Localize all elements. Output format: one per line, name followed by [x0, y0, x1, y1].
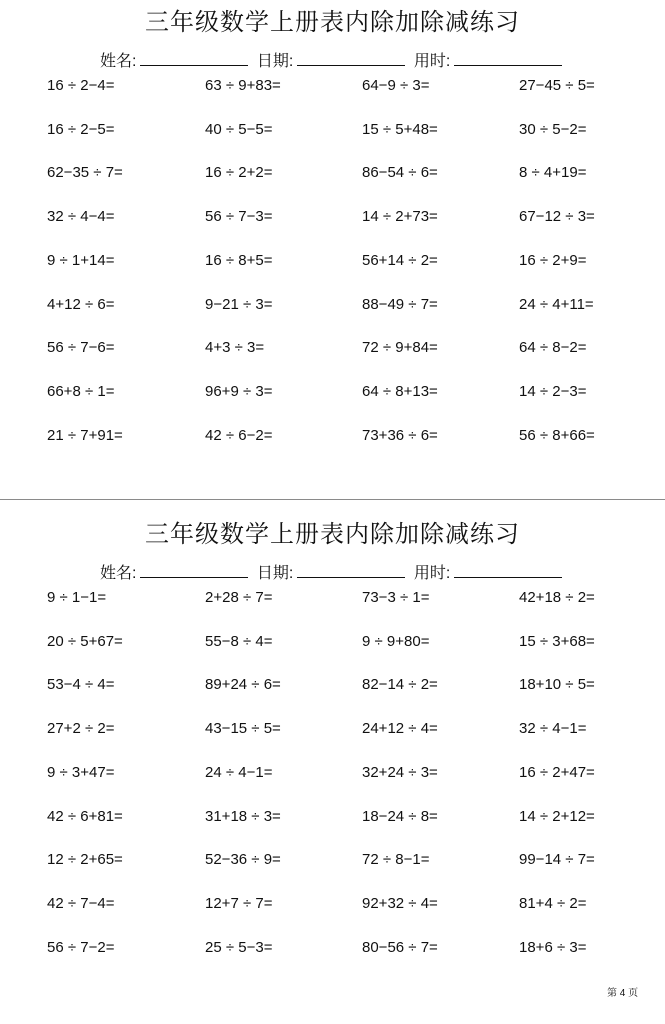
math-problem: 16 ÷ 2−5=: [47, 120, 115, 138]
math-problem: 9 ÷ 1−1=: [47, 589, 107, 606]
math-problem: 18+6 ÷ 3=: [519, 938, 587, 956]
math-problem: 56 ÷ 7−6=: [47, 339, 115, 357]
math-problem: 42+18 ÷ 2=: [519, 589, 595, 606]
math-problem: 18−24 ÷ 8=: [362, 807, 438, 825]
math-problem: 42 ÷ 6+81=: [47, 807, 123, 825]
date-blank[interactable]: [297, 563, 405, 578]
problem-row: [0, 426, 665, 446]
math-problem: 81+4 ÷ 2=: [519, 894, 587, 912]
problem-row: [0, 251, 665, 271]
math-problem: 2+28 ÷ 7=: [205, 589, 273, 606]
problem-row: [0, 120, 665, 140]
math-problem: 25 ÷ 5−3=: [205, 938, 273, 956]
math-problem: 12 ÷ 2+65=: [47, 851, 123, 869]
problem-row: [0, 588, 665, 608]
math-problem: 42 ÷ 6−2=: [205, 426, 273, 444]
name-blank[interactable]: [140, 563, 248, 578]
math-problem: 66+8 ÷ 1=: [47, 382, 115, 400]
page-divider: [0, 499, 665, 500]
math-problem: 64−9 ÷ 3=: [362, 77, 430, 94]
math-problem: 56 ÷ 8+66=: [519, 426, 595, 444]
student-info-row: [100, 563, 566, 584]
math-problem: 24 ÷ 4−1=: [205, 763, 273, 781]
math-problem: 9−21 ÷ 3=: [205, 295, 273, 313]
name-blank[interactable]: [140, 51, 248, 66]
problem-row: [0, 850, 665, 870]
math-problem: 53−4 ÷ 4=: [47, 676, 115, 694]
math-problem: 15 ÷ 5+48=: [362, 120, 438, 138]
math-problem: 20 ÷ 5+67=: [47, 632, 123, 650]
math-problem: 89+24 ÷ 6=: [205, 676, 281, 694]
math-problem: 32+24 ÷ 3=: [362, 763, 438, 781]
math-problem: 82−14 ÷ 2=: [362, 676, 438, 694]
math-problem: 88−49 ÷ 7=: [362, 295, 438, 313]
math-problem: 42 ÷ 7−4=: [47, 894, 115, 912]
math-problem: 72 ÷ 9+84=: [362, 339, 438, 357]
math-problem: 32 ÷ 4−1=: [519, 720, 587, 738]
math-problem: 24+12 ÷ 4=: [362, 720, 438, 738]
math-problem: 62−35 ÷ 7=: [47, 164, 123, 182]
math-problem: 86−54 ÷ 6=: [362, 164, 438, 182]
math-problem: 16 ÷ 8+5=: [205, 251, 273, 269]
math-problem: 24 ÷ 4+11=: [519, 295, 594, 313]
math-problem: 52−36 ÷ 9=: [205, 851, 281, 869]
math-problem: 4+3 ÷ 3=: [205, 339, 265, 357]
time-label: 用时:: [413, 53, 451, 70]
math-problem: 40 ÷ 5−5=: [205, 120, 273, 138]
math-problem: 21 ÷ 7+91=: [47, 426, 123, 444]
math-problem: 63 ÷ 9+83=: [205, 77, 281, 94]
math-problem: 16 ÷ 2+47=: [519, 763, 595, 781]
math-problem: 80−56 ÷ 7=: [362, 938, 438, 956]
problem-row: [0, 763, 665, 783]
math-problem: 14 ÷ 2−3=: [519, 382, 587, 400]
worksheet-title: 三年级数学上册表内除加除减练习: [145, 521, 520, 548]
student-info-row: [100, 51, 566, 72]
math-problem: 56 ÷ 7−3=: [205, 208, 273, 226]
math-problem: 12+7 ÷ 7=: [205, 894, 273, 912]
math-problem: 67−12 ÷ 3=: [519, 208, 595, 226]
problem-row: [0, 382, 665, 402]
math-problem: 16 ÷ 2+9=: [519, 251, 587, 269]
math-problem: 96+9 ÷ 3=: [205, 382, 273, 400]
math-problem: 15 ÷ 3+68=: [519, 632, 595, 650]
math-problem: 64 ÷ 8+13=: [362, 382, 438, 400]
math-problem: 9 ÷ 3+47=: [47, 763, 115, 781]
math-problem: 56+14 ÷ 2=: [362, 251, 438, 269]
problem-row: [0, 938, 665, 958]
name-label: 姓名:: [100, 53, 137, 70]
problem-row: [0, 632, 665, 652]
math-problem: 9 ÷ 9+80=: [362, 632, 430, 650]
math-problem: 56 ÷ 7−2=: [47, 938, 115, 956]
math-problem: 31+18 ÷ 3=: [205, 807, 281, 825]
math-problem: 73+36 ÷ 6=: [362, 426, 438, 444]
problem-row: [0, 675, 665, 695]
problem-row: [0, 894, 665, 914]
math-problem: 72 ÷ 8−1=: [362, 851, 430, 869]
problem-row: [0, 76, 665, 96]
math-problem: 92+32 ÷ 4=: [362, 894, 438, 912]
worksheet-title: 三年级数学上册表内除加除减练习: [145, 9, 520, 36]
time-blank[interactable]: [454, 51, 562, 66]
date-blank[interactable]: [297, 51, 405, 66]
time-label: 用时:: [413, 565, 451, 582]
math-problem: 27+2 ÷ 2=: [47, 720, 115, 738]
math-problem: 99−14 ÷ 7=: [519, 851, 595, 869]
math-problem: 27−45 ÷ 5=: [519, 77, 595, 94]
problem-row: [0, 163, 665, 183]
math-problem: 55−8 ÷ 4=: [205, 632, 273, 650]
date-label: 日期:: [256, 565, 294, 582]
math-problem: 9 ÷ 1+14=: [47, 251, 115, 269]
math-problem: 32 ÷ 4−4=: [47, 208, 115, 226]
problem-row: [0, 719, 665, 739]
math-problem: 4+12 ÷ 6=: [47, 295, 115, 313]
math-problem: 30 ÷ 5−2=: [519, 120, 587, 138]
math-problem: 14 ÷ 2+12=: [519, 807, 595, 825]
math-problem: 18+10 ÷ 5=: [519, 676, 595, 694]
math-problem: 16 ÷ 2+2=: [205, 164, 273, 182]
date-label: 日期:: [256, 53, 294, 70]
math-problem: 16 ÷ 2−4=: [47, 77, 115, 94]
problem-row: [0, 295, 665, 315]
problem-row: [0, 807, 665, 827]
math-problem: 64 ÷ 8−2=: [519, 339, 587, 357]
name-label: 姓名:: [100, 565, 137, 582]
math-problem: 14 ÷ 2+73=: [362, 208, 438, 226]
page-number: 第 4 页: [607, 988, 639, 999]
math-problem: 8 ÷ 4+19=: [519, 164, 587, 182]
time-blank[interactable]: [454, 563, 562, 578]
problem-row: [0, 207, 665, 227]
math-problem: 43−15 ÷ 5=: [205, 720, 281, 738]
problem-row: [0, 338, 665, 358]
math-problem: 73−3 ÷ 1=: [362, 589, 430, 606]
